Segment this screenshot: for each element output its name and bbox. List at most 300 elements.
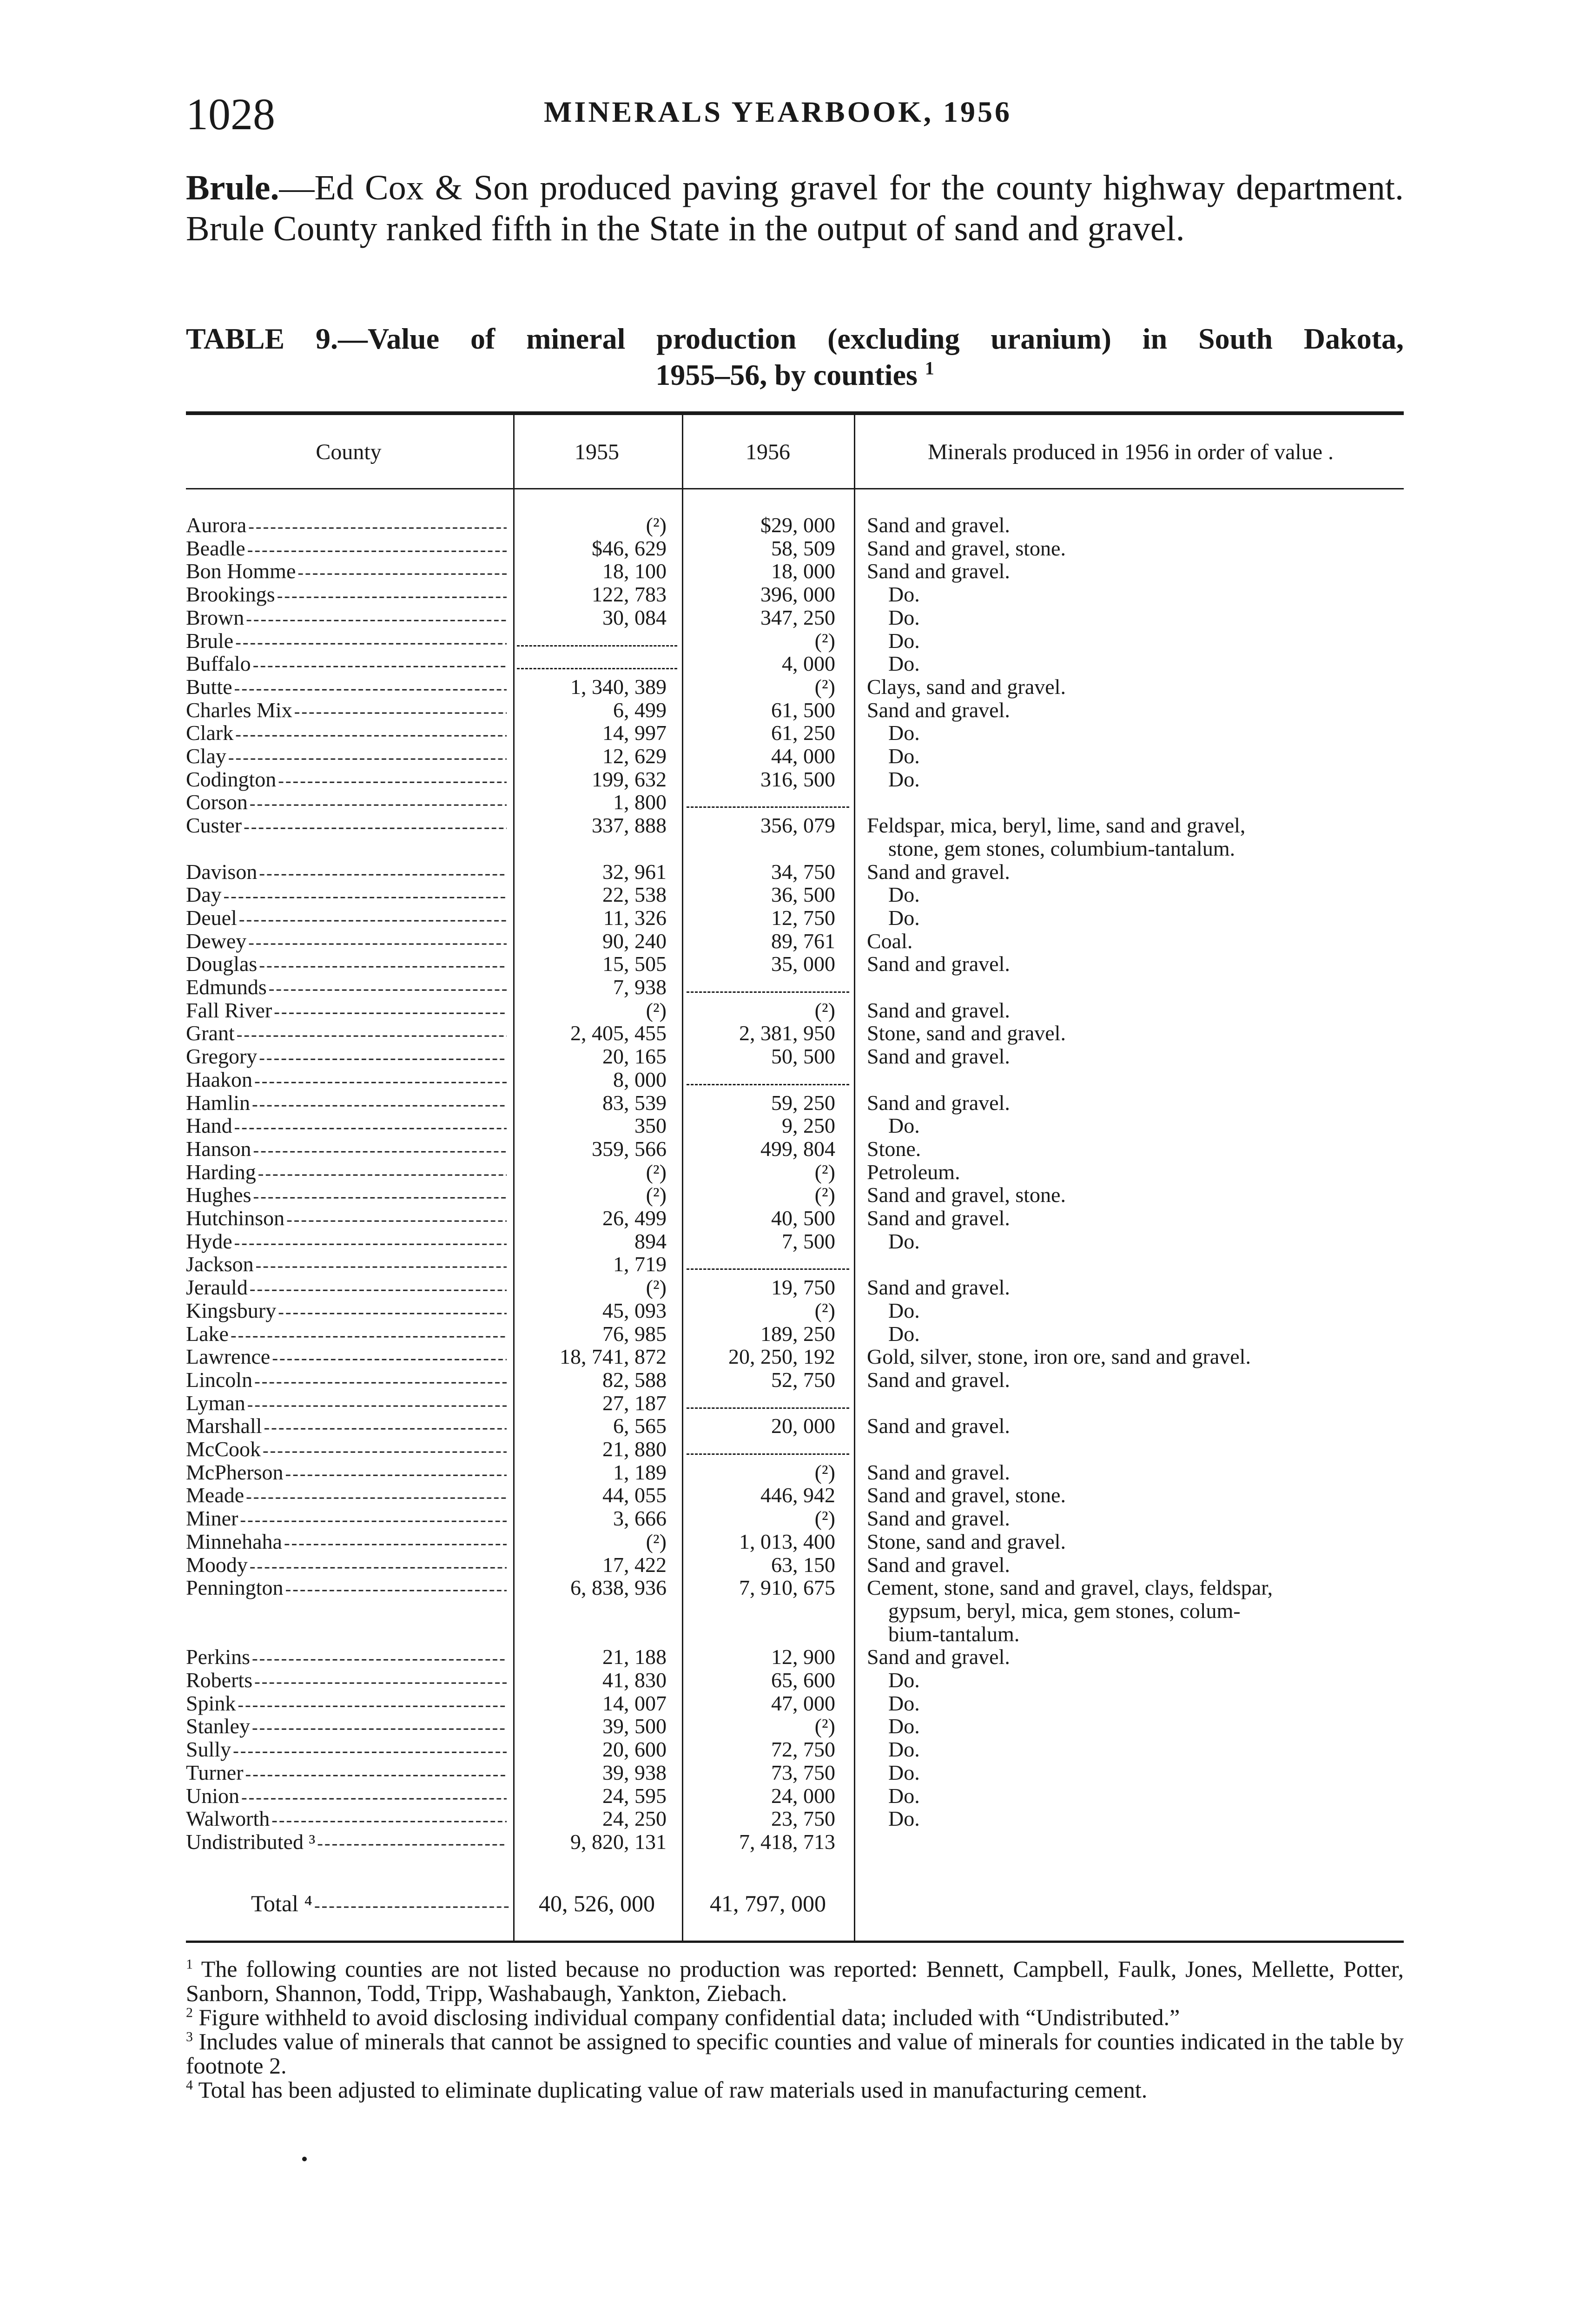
cell-1956: 47, 000 — [771, 1691, 835, 1715]
cell-minerals: Do. — [867, 1229, 920, 1253]
cell-1955: 359, 566 — [592, 1136, 667, 1161]
cell-1955: 1, 719 — [613, 1252, 667, 1276]
cell-minerals: Sand and gravel. — [867, 1275, 1010, 1300]
cell-1956: 9, 250 — [782, 1114, 835, 1138]
table-row — [186, 814, 1404, 837]
cell-1955: 82, 588 — [602, 1367, 667, 1392]
cell-county: Perkins ----- — [186, 1645, 507, 1670]
total-label: Total ⁴ ----- — [251, 1889, 511, 1920]
table-row — [186, 1137, 1404, 1161]
cell-minerals: Do. — [867, 905, 920, 930]
cell-1956: 396, 000 — [760, 582, 835, 607]
cell-county: Kingsbury ----- — [186, 1299, 507, 1324]
cell-county: McCook ----- — [186, 1438, 507, 1462]
table-row — [186, 1576, 1404, 1599]
table-row — [186, 1345, 1404, 1368]
table-row — [186, 1161, 1404, 1184]
table-row — [186, 1807, 1404, 1830]
cell-1956: 50, 500 — [771, 1044, 835, 1069]
cell-1955: 14, 997 — [602, 721, 667, 745]
cell-1956: (²) — [814, 1506, 835, 1531]
cell-1956: 89, 761 — [771, 929, 835, 953]
cell-minerals: Do. — [867, 1114, 920, 1138]
cell-minerals: Coal. — [867, 929, 913, 953]
cell-county: Jackson ----- — [186, 1253, 507, 1277]
cell-minerals: Sand and gravel. — [867, 859, 1010, 884]
table-row — [186, 721, 1404, 745]
cell-1956: 59, 250 — [771, 1090, 835, 1115]
cell-county: Haakon ----- — [186, 1068, 507, 1093]
table-row — [186, 1599, 1404, 1623]
footnote-3: $^3$ Includes value of minerals that cannot be assigned to specific counties and value of minerals for counties indicated in the table by footnote 2. — [186, 2028, 1404, 2079]
cell-county: Butte ----- — [186, 675, 507, 700]
cell-minerals: Stone, sand and gravel. — [867, 1529, 1066, 1553]
cell-minerals: Feldspar, mica, beryl, lime, sand and gravel, — [867, 813, 1246, 838]
running-title: MINERALS YEARBOOK, 1956 — [544, 95, 1012, 128]
cell-county: Fall River ----- — [186, 999, 507, 1023]
table-row — [186, 699, 1404, 722]
cell-county: Clay ----- — [186, 745, 507, 769]
cell-1955: 26, 499 — [602, 1206, 667, 1230]
table-row — [186, 1068, 1404, 1091]
cell-1956: 12, 900 — [771, 1645, 835, 1669]
cell-1955: 90, 240 — [602, 929, 667, 953]
cell-1955: 6, 838, 936 — [570, 1576, 667, 1600]
cell-1955: 21, 188 — [602, 1645, 667, 1669]
total-1956: 41, 797, 000 — [710, 1890, 826, 1916]
cell-1955: 1, 800 — [613, 790, 667, 814]
table-row — [186, 1761, 1404, 1784]
table-row — [186, 560, 1404, 583]
table-title-line2: 1955–56, by counties $^1$ — [655, 358, 934, 391]
footnotes — [186, 1957, 1404, 2102]
cell-1955: 199, 632 — [592, 767, 667, 791]
cell-county: Lyman ----- — [186, 1392, 507, 1416]
cell-1956: 34, 750 — [771, 859, 835, 884]
cell-1956: 40, 500 — [771, 1206, 835, 1230]
cell-minerals: Sand and gravel. — [867, 952, 1010, 976]
cell-minerals: Do. — [867, 605, 920, 629]
cell-1955: 17, 422 — [602, 1552, 667, 1577]
table-row — [186, 1414, 1404, 1438]
cell-county: Harding ----- — [186, 1161, 507, 1185]
cell-1955: 22, 538 — [602, 883, 667, 907]
cell-1955: 27, 187 — [602, 1391, 667, 1415]
cell-minerals: Do. — [867, 883, 920, 907]
cell-minerals: Cement, stone, sand and gravel, clays, feldspar, — [867, 1576, 1273, 1600]
intro-lead: Brule. — [186, 168, 279, 207]
cell-1955: (²) — [646, 1529, 667, 1553]
cell-1956: $29, 000 — [760, 513, 835, 537]
table-row — [186, 1461, 1404, 1484]
empty-cell-dash — [687, 991, 849, 993]
cell-minerals: Do. — [867, 744, 920, 768]
cell-1955: 76, 985 — [602, 1321, 667, 1346]
cell-county: Buffalo ----- — [186, 652, 507, 677]
cell-minerals: Do. — [867, 1760, 920, 1784]
table-row — [186, 1715, 1404, 1738]
footnote-4: $^4$ Total has been adjusted to eliminate duplicating value of raw materials used in manufacturing cement. — [186, 2077, 1148, 2103]
cell-1956: 58, 509 — [771, 536, 835, 560]
table-bottom-rule — [186, 1941, 1404, 1943]
cell-minerals: Do. — [867, 1714, 920, 1738]
cell-1956: 316, 500 — [760, 767, 835, 791]
cell-1955: 6, 565 — [613, 1414, 667, 1438]
cell-minerals: stone, gem stones, columbium-tantalum. — [867, 836, 1235, 860]
empty-cell-dash — [687, 1407, 849, 1409]
table-row — [186, 1507, 1404, 1530]
total-1955: 40, 526, 000 — [539, 1890, 655, 1916]
cell-county: Turner ----- — [186, 1761, 507, 1786]
table-row — [186, 1253, 1404, 1276]
cell-1956: 35, 000 — [771, 952, 835, 976]
cell-1955: 21, 880 — [602, 1437, 667, 1461]
cell-1956: 61, 250 — [771, 721, 835, 745]
cell-1956: 356, 079 — [760, 813, 835, 838]
cell-minerals: Sand and gravel. — [867, 1090, 1010, 1115]
cell-county: Undistributed ³ ----- — [186, 1830, 507, 1855]
table-row — [186, 675, 1404, 699]
cell-county: Hutchinson ----- — [186, 1207, 507, 1231]
cell-county: Charles Mix ----- — [186, 699, 507, 723]
cell-county: McPherson ----- — [186, 1461, 507, 1486]
cell-1956: (²) — [814, 1298, 835, 1322]
cell-county: Pennington ----- — [186, 1576, 507, 1601]
table-row — [186, 1830, 1404, 1854]
total-row — [186, 1889, 1404, 1917]
table-row — [186, 1438, 1404, 1461]
cell-county: Union ----- — [186, 1784, 507, 1809]
cell-county: Stanley ----- — [186, 1715, 507, 1739]
table-row — [186, 629, 1404, 653]
cell-minerals: Sand and gravel, stone. — [867, 1483, 1066, 1507]
cell-minerals: Gold, silver, stone, iron ore, sand and gravel. — [867, 1345, 1251, 1369]
cell-1955: (²) — [646, 1183, 667, 1207]
cell-1955: 20, 165 — [602, 1044, 667, 1069]
table-row — [186, 1784, 1404, 1808]
table-row — [186, 1368, 1404, 1392]
cell-1955: 39, 938 — [602, 1760, 667, 1784]
page-number: 1028 — [186, 89, 275, 139]
table-row — [186, 1392, 1404, 1415]
table-row — [186, 768, 1404, 791]
cell-county: Minnehaha ----- — [186, 1530, 507, 1555]
table-row — [186, 1183, 1404, 1207]
cell-1956: 36, 500 — [771, 883, 835, 907]
cell-county: Codington ----- — [186, 768, 507, 792]
cell-county: Grant ----- — [186, 1022, 507, 1046]
cell-minerals: Sand and gravel. — [867, 1367, 1010, 1392]
cell-1956: (²) — [814, 628, 835, 653]
cell-county: Spink ----- — [186, 1692, 507, 1717]
cell-minerals: Sand and gravel. — [867, 998, 1010, 1022]
cell-1955: 14, 007 — [602, 1691, 667, 1715]
cell-1956: 7, 500 — [782, 1229, 835, 1253]
cell-1955: 32, 961 — [602, 859, 667, 884]
cell-minerals: Sand and gravel. — [867, 698, 1010, 722]
cell-1956: 20, 250, 192 — [728, 1345, 835, 1369]
cell-county: Jerauld ----- — [186, 1276, 507, 1301]
cell-minerals: Sand and gravel, stone. — [867, 536, 1066, 560]
empty-cell-dash — [687, 1084, 849, 1085]
cell-1955: (²) — [646, 513, 667, 537]
table-row — [186, 1484, 1404, 1507]
cell-1956: 7, 418, 713 — [739, 1829, 835, 1854]
cell-1956: 4, 000 — [782, 652, 835, 676]
empty-cell-dash — [687, 1268, 849, 1270]
table-row — [186, 1022, 1404, 1045]
cell-county: Sully ----- — [186, 1738, 507, 1763]
cell-county: Corson ----- — [186, 791, 507, 815]
table-row — [186, 537, 1404, 560]
table-title-line1: TABLE 9.—Value of mineral production (excluding uranium) in South Dakota, — [186, 322, 1404, 355]
empty-cell-dash — [687, 1453, 849, 1455]
cell-1955: 18, 100 — [602, 559, 667, 583]
cell-1956: 446, 942 — [760, 1483, 835, 1507]
cell-minerals: Sand and gravel, stone. — [867, 1183, 1066, 1207]
column-header-1955: 1955 — [575, 440, 619, 464]
cell-county: Lincoln ----- — [186, 1368, 507, 1393]
cell-minerals: Do. — [867, 1783, 920, 1808]
table-row — [186, 883, 1404, 906]
cell-1955: (²) — [646, 998, 667, 1022]
cell-1956: 12, 750 — [771, 905, 835, 930]
cell-minerals: Do. — [867, 1737, 920, 1762]
running-head — [186, 88, 1408, 139]
cell-minerals: Do. — [867, 628, 920, 653]
cell-county: Edmunds ----- — [186, 976, 507, 1000]
cell-1956: (²) — [814, 998, 835, 1022]
cell-1956: (²) — [814, 1183, 835, 1207]
cell-minerals: Sand and gravel. — [867, 559, 1010, 583]
cell-1956: 20, 000 — [771, 1414, 835, 1438]
cell-1956: 44, 000 — [771, 744, 835, 768]
cell-1955: 7, 938 — [613, 975, 667, 999]
table-row — [186, 1692, 1404, 1715]
cell-1955: 6, 499 — [613, 698, 667, 722]
table-title-footnote-ref: 1 — [925, 358, 934, 379]
cell-1956: 61, 500 — [771, 698, 835, 722]
table-row — [186, 1322, 1404, 1346]
cell-1955: 15, 505 — [602, 952, 667, 976]
cell-1956: 72, 750 — [771, 1737, 835, 1762]
cell-minerals: Do. — [867, 582, 920, 607]
cell-county: Davison ----- — [186, 860, 507, 885]
cell-county: Brule ----- — [186, 629, 507, 654]
footnote-2: $^2$ Figure withheld to avoid disclosing individual company confidential data; included with “Undistributed.” — [186, 2004, 1180, 2030]
cell-county: Gregory ----- — [186, 1045, 507, 1070]
cell-1955: 3, 666 — [613, 1506, 667, 1531]
cell-1955: $46, 629 — [592, 536, 667, 560]
cell-county: Clark ----- — [186, 721, 507, 746]
cell-county: Douglas ----- — [186, 952, 507, 977]
cell-1955: 894 — [634, 1229, 667, 1253]
table-header-rule — [186, 488, 1404, 489]
cell-1955: 12, 629 — [602, 744, 667, 768]
cell-1956: (²) — [814, 1714, 835, 1738]
cell-minerals: Sand and gravel. — [867, 1506, 1010, 1531]
cell-1955: 24, 250 — [602, 1807, 667, 1831]
table-row — [186, 930, 1404, 953]
table-row — [186, 791, 1404, 814]
cell-1955: 1, 189 — [613, 1460, 667, 1484]
cell-1956: 347, 250 — [760, 605, 835, 629]
cell-1955: 24, 595 — [602, 1783, 667, 1808]
table-title — [186, 321, 1404, 393]
table-row — [186, 906, 1404, 930]
table-row — [186, 1091, 1404, 1115]
cell-1955: 2, 405, 455 — [570, 1021, 667, 1045]
cell-minerals: bium-tantalum. — [867, 1622, 1020, 1646]
cell-minerals: gypsum, beryl, mica, gem stones, colum- — [867, 1598, 1241, 1623]
cell-1956: 499, 804 — [760, 1136, 835, 1161]
cell-1955: 44, 055 — [602, 1483, 667, 1507]
table-row — [186, 860, 1404, 884]
table-row — [186, 1045, 1404, 1068]
cell-1956: (²) — [814, 1160, 835, 1184]
cell-county: Beadle ----- — [186, 537, 507, 561]
cell-1955: 30, 084 — [602, 605, 667, 629]
cell-county: Brown ----- — [186, 606, 507, 631]
table-row — [186, 1299, 1404, 1322]
table-row — [186, 976, 1404, 999]
table-row — [186, 1645, 1404, 1669]
cell-county: Day ----- — [186, 883, 507, 908]
cell-1956: 63, 150 — [771, 1552, 835, 1577]
table-row — [186, 1114, 1404, 1137]
cell-1956: 23, 750 — [771, 1807, 835, 1831]
cell-1956: 18, 000 — [771, 559, 835, 583]
cell-1956: 189, 250 — [760, 1321, 835, 1346]
cell-county: Lake ----- — [186, 1322, 507, 1347]
table-row — [186, 583, 1404, 606]
cell-1956: 65, 600 — [771, 1668, 835, 1692]
empty-cell-dash — [517, 668, 677, 669]
cell-1956: (²) — [814, 674, 835, 699]
column-header-minerals: Minerals produced in 1956 in order of value . — [927, 440, 1334, 464]
column-header-1956: 1956 — [746, 440, 790, 464]
table-row — [186, 1207, 1404, 1230]
cell-minerals: Sand and gravel. — [867, 513, 1010, 537]
cell-1956: 7, 910, 675 — [739, 1576, 835, 1600]
cell-county: Lawrence ----- — [186, 1345, 507, 1370]
cell-1955: 41, 830 — [602, 1668, 667, 1692]
cell-1956: 19, 750 — [771, 1275, 835, 1300]
cell-minerals: Do. — [867, 1668, 920, 1692]
cell-minerals: Sand and gravel. — [867, 1044, 1010, 1069]
cell-county: Hanson ----- — [186, 1137, 507, 1162]
cell-1955: 8, 000 — [613, 1067, 667, 1091]
cell-minerals: Do. — [867, 652, 920, 676]
cell-minerals: Sand and gravel. — [867, 1414, 1010, 1438]
cell-county: Hamlin ----- — [186, 1091, 507, 1116]
cell-minerals: Stone. — [867, 1136, 921, 1161]
cell-1955: (²) — [646, 1160, 667, 1184]
cell-minerals: Do. — [867, 1807, 920, 1831]
table-row — [186, 999, 1404, 1022]
cell-county: Bon Homme ----- — [186, 560, 507, 584]
table-row — [186, 1230, 1404, 1253]
cell-1955: 9, 820, 131 — [570, 1829, 667, 1854]
table-row — [186, 606, 1404, 629]
empty-cell-dash — [517, 645, 677, 647]
cell-county: Roberts ----- — [186, 1669, 507, 1693]
cell-county: Hyde ----- — [186, 1230, 507, 1254]
cell-minerals: Do. — [867, 1298, 920, 1322]
cell-1956: 1, 013, 400 — [739, 1529, 835, 1553]
cell-county: Custer ----- — [186, 814, 507, 838]
intro-text: —Ed Cox & Son produced paving gravel for the county highway department. Brule County ranked fifth in the State in the output of sand and gravel. — [186, 168, 1404, 248]
cell-minerals: Do. — [867, 1321, 920, 1346]
cell-county: Marshall ----- — [186, 1414, 507, 1439]
cell-1955: 1, 340, 389 — [570, 674, 667, 699]
cell-1956: 24, 000 — [771, 1783, 835, 1808]
table-top-rule — [186, 411, 1404, 415]
cell-1955: 18, 741, 872 — [560, 1345, 667, 1369]
table-row — [186, 1553, 1404, 1577]
empty-cell-dash — [687, 806, 849, 808]
cell-1955: 83, 539 — [602, 1090, 667, 1115]
cell-1956: 73, 750 — [771, 1760, 835, 1784]
cell-county: Walworth ----- — [186, 1807, 507, 1832]
cell-1956: (²) — [814, 1460, 835, 1484]
cell-1955: 11, 326 — [603, 905, 667, 930]
cell-county: Hughes ----- — [186, 1183, 507, 1208]
table-row — [186, 952, 1404, 976]
cell-minerals: Sand and gravel. — [867, 1460, 1010, 1484]
footnote-1: $^1$ The following counties are not listed because no production was reported: Bennett, Campbell, Faulk, Jones, Mellette, Potter, Sanborn, Shannon, Todd, Tripp, Washabaugh, Yankton, Ziebach. — [186, 1956, 1404, 2006]
cell-1955: 20, 600 — [602, 1737, 667, 1762]
cell-1956: 52, 750 — [771, 1367, 835, 1392]
cell-1955: 350 — [634, 1114, 667, 1138]
column-header-county: County — [316, 440, 382, 464]
cell-1956: 2, 381, 950 — [739, 1021, 835, 1045]
cell-1955: 122, 783 — [592, 582, 667, 607]
cell-minerals: Clays, sand and gravel. — [867, 674, 1066, 699]
cell-county: Deuel ----- — [186, 906, 507, 931]
table-row — [186, 837, 1404, 860]
table-row — [186, 514, 1404, 537]
cell-county: Brookings ----- — [186, 583, 507, 607]
cell-minerals: Sand and gravel. — [867, 1645, 1010, 1669]
table-row — [186, 1623, 1404, 1646]
table-row — [186, 745, 1404, 768]
cell-minerals: Sand and gravel. — [867, 1206, 1010, 1230]
cell-county: Moody ----- — [186, 1553, 507, 1578]
table-row — [186, 1738, 1404, 1761]
cell-minerals: Do. — [867, 767, 920, 791]
cell-county: Miner ----- — [186, 1507, 507, 1532]
cell-1955: 45, 093 — [602, 1298, 667, 1322]
cell-minerals: Petroleum. — [867, 1160, 960, 1184]
cell-minerals: Stone, sand and gravel. — [867, 1021, 1066, 1045]
cell-1955: (²) — [646, 1275, 667, 1300]
intro-paragraph — [186, 167, 1404, 249]
table-row — [186, 652, 1404, 675]
cell-county: Dewey ----- — [186, 930, 507, 954]
cell-minerals: Do. — [867, 1691, 920, 1715]
cell-county: Aurora ----- — [186, 514, 507, 538]
cell-minerals: Sand and gravel. — [867, 1552, 1010, 1577]
cell-1955: 39, 500 — [602, 1714, 667, 1738]
table-row — [186, 1530, 1404, 1553]
cell-minerals: Do. — [867, 721, 920, 745]
cell-1955: 337, 888 — [592, 813, 667, 838]
table-row — [186, 1276, 1404, 1299]
cell-county: Hand ----- — [186, 1114, 507, 1139]
cell-county: Meade ----- — [186, 1484, 507, 1508]
print-speck — [302, 2157, 307, 2161]
